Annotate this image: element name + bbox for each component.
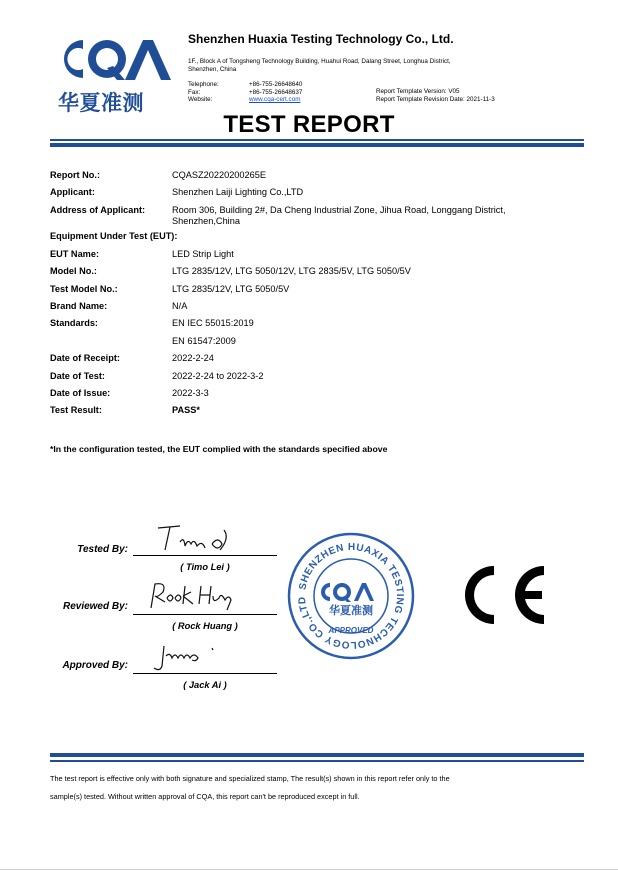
approval-stamp: [286, 531, 416, 661]
template-info: Report Template Version: V05 Report Template Revision Date: 2021-11-3: [376, 88, 495, 103]
tested-by-line: [133, 555, 277, 556]
tested-by-label: Tested By:: [77, 544, 128, 555]
reviewed-by-label: Reviewed By:: [62, 601, 128, 612]
stamp-approved: APPROVED: [328, 626, 374, 635]
ce-mark-icon: [454, 562, 550, 628]
footer-rule-thick: [50, 753, 584, 757]
header-rule-thin: [50, 139, 584, 141]
table-row: Address of Applicant: Room 306, Building 2#, Da Cheng Industrial Zone, Jihua Road, Longgang District, Shenzhen,China: [50, 204, 506, 226]
approved-by-label: Approved By:: [62, 660, 128, 671]
table-row: EUT Name: LED Strip Light: [50, 248, 234, 259]
logo-chinese: 华夏准测: [58, 92, 144, 115]
table-row: Test Result: PASS*: [50, 405, 572, 422]
table-row: Applicant: Shenzhen Laiji Lighting Co.,LTD: [50, 187, 304, 198]
reviewed-signature: [145, 578, 240, 614]
table-row: Date of Issue: 2022-3-3: [50, 387, 209, 398]
approved-by-line: [133, 673, 277, 674]
page-bottom-border: [0, 869, 618, 870]
table-row: Equipment Under Test (EUT):: [50, 230, 178, 241]
table-row: Date of Test: 2022-2-24 to 2022-3-2: [50, 370, 264, 381]
compliance-note: *In the configuration tested, the EUT complied with the standards specified above: [50, 444, 388, 454]
page-title: TEST REPORT: [223, 111, 395, 138]
table-row: Standards: EN IEC 55015:2019: [50, 318, 254, 329]
fax: +86-755-26648637: [249, 88, 303, 96]
report-info-table: [50, 170, 572, 423]
company-address: 1F., Block A of Tongsheng Technology Building, Huahui Road, Dalang Street, Longhua District, Shenzhen, China: [188, 58, 451, 73]
table-row: EN 61547:2009: [172, 335, 236, 346]
report-number: CQASZ20220200265E: [172, 170, 266, 180]
cqa-logo: [55, 38, 175, 118]
header-rule-thick: [50, 143, 584, 147]
website-link[interactable]: www.cqa-cert.com: [249, 96, 301, 104]
company-name: Shenzhen Huaxia Testing Technology Co., Ltd.: [188, 32, 454, 46]
tested-signature: [150, 518, 245, 554]
table-row: Brand Name: N/A: [50, 300, 188, 311]
disclaimer-text: The test report is effective only with both signature and specialized stamp, The result(s) shown in this report refer only to the sample(s) tested. Without written approval of CQA, this report can't be reproduced except in full.: [50, 774, 450, 801]
table-row: Test Model No.: LTG 2835/12V, LTG 5050/5V: [50, 283, 290, 294]
table-row: Report No.: CQASZ20220200265E: [50, 170, 572, 187]
table-row: Date of Receipt: 2022-2-24: [50, 353, 214, 364]
footer-rule-thin: [50, 760, 584, 762]
tested-by-name: ( Timo Lei ): [180, 562, 230, 572]
stamp-chinese: 华夏准测: [329, 605, 373, 617]
approved-signature: [150, 640, 230, 674]
table-row: Model No.: LTG 2835/12V, LTG 5050/12V, LTG 2835/5V, LTG 5050/5V: [50, 266, 411, 277]
reviewed-by-name: ( Rock Huang ): [172, 621, 238, 631]
reviewed-by-line: [133, 614, 277, 615]
approved-by-name: ( Jack Ai ): [183, 680, 227, 690]
test-result: PASS*: [172, 405, 200, 416]
contact-block: Telephone: +86-755-26648640 Fax: +86-755-26648637 Website: www.cqa-cert.com: [188, 81, 303, 104]
stamp-ring-text: SHENZHEN HUAXIA TESTING TECHNOLOGY CO.,LTD: [296, 541, 406, 651]
telephone: +86-755-26648640: [249, 81, 303, 88]
